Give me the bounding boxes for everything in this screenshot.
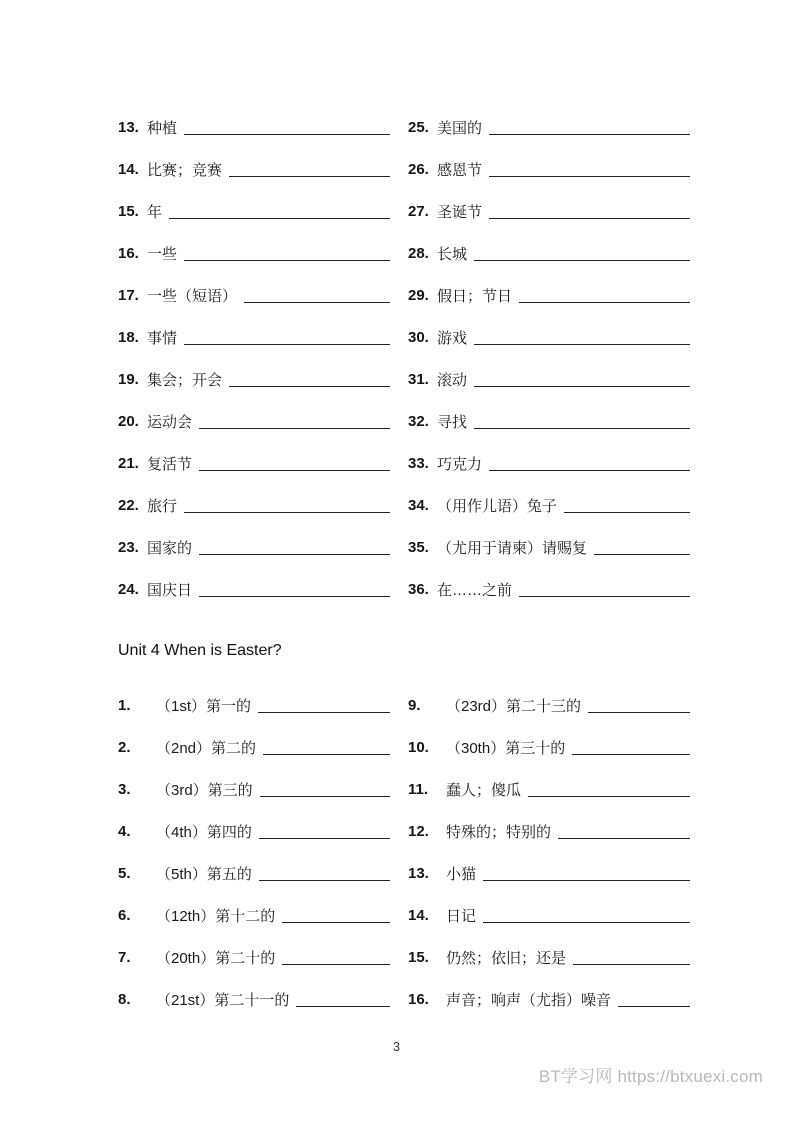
- vocab-row: [118, 726, 390, 768]
- answer-blank-line: [594, 554, 690, 555]
- vocab-row: [408, 810, 690, 852]
- item-chinese-label: 蠢人；傻瓜: [446, 781, 522, 799]
- watermark-text: BT学习网 https://btxuexi.com: [538, 1067, 763, 1086]
- vocab-row: [118, 358, 390, 400]
- item-number: 13.: [408, 864, 429, 882]
- item-number: 12.: [408, 822, 429, 840]
- answer-blank-line: [199, 428, 390, 429]
- answer-blank-line: [199, 470, 390, 471]
- item-chinese-label: （12th）第十二的: [156, 907, 276, 925]
- answer-blank-line: [282, 964, 390, 965]
- item-chinese-label: （4th）第四的: [156, 823, 252, 841]
- answer-blank-line: [489, 218, 690, 219]
- item-chinese-label: （30th）第三十的: [446, 739, 566, 757]
- answer-blank-line: [519, 596, 690, 597]
- vocab-row: [408, 894, 690, 936]
- item-number: 5.: [118, 864, 131, 882]
- item-chinese-label: 年: [147, 203, 163, 221]
- answer-blank-line: [489, 470, 690, 471]
- item-chinese-label: 声音；响声（尤指）噪音: [446, 991, 612, 1009]
- vocab-row: [408, 190, 690, 232]
- item-chinese-label: 在……之前: [437, 581, 513, 599]
- answer-blank-line: [572, 754, 690, 755]
- item-chinese-label: 种植: [147, 119, 178, 137]
- answer-blank-line: [244, 302, 390, 303]
- item-chinese-label: （1st）第一的: [156, 697, 252, 715]
- unit4-column-right: [408, 684, 690, 1020]
- item-number: 34.: [408, 496, 429, 514]
- vocab-row: [408, 568, 690, 610]
- item-chinese-label: （用作儿语）兔子: [437, 497, 558, 515]
- vocab-row: [118, 316, 390, 358]
- item-chinese-label: 一些（短语）: [147, 287, 238, 305]
- vocab-row: [118, 526, 390, 568]
- item-chinese-label: （21st）第二十一的: [156, 991, 290, 1009]
- answer-blank-line: [618, 1006, 690, 1007]
- answer-blank-line: [588, 712, 690, 713]
- item-chinese-label: 感恩节: [437, 161, 483, 179]
- answer-blank-line: [258, 712, 390, 713]
- item-chinese-label: 圣诞节: [437, 203, 483, 221]
- item-number: 36.: [408, 580, 429, 598]
- answer-blank-line: [474, 260, 690, 261]
- answer-blank-line: [558, 838, 690, 839]
- item-number: 15.: [118, 202, 139, 220]
- answer-blank-line: [528, 796, 690, 797]
- page-content: [118, 106, 690, 1020]
- answer-blank-line: [184, 134, 390, 135]
- item-number: 17.: [118, 286, 139, 304]
- item-number: 18.: [118, 328, 139, 346]
- item-number: 13.: [118, 118, 139, 136]
- item-number: 33.: [408, 454, 429, 472]
- vocab-row: [408, 978, 690, 1020]
- answer-blank-line: [489, 176, 690, 177]
- vocab-row: [118, 936, 390, 978]
- item-number: 16.: [118, 244, 139, 262]
- vocab-row: [118, 484, 390, 526]
- answer-blank-line: [564, 512, 690, 513]
- vocab-column-left: [118, 106, 408, 610]
- vocab-row: [408, 768, 690, 810]
- item-number: 14.: [408, 906, 429, 924]
- item-number: 6.: [118, 906, 131, 924]
- item-chinese-label: 假日；节日: [437, 287, 513, 305]
- item-chinese-label: 国庆日: [147, 581, 193, 599]
- item-chinese-label: 日记: [446, 907, 477, 925]
- item-chinese-label: 长城: [437, 245, 468, 263]
- item-number: 21.: [118, 454, 139, 472]
- vocab-row: [408, 684, 690, 726]
- answer-blank-line: [229, 386, 390, 387]
- vocab-row: [408, 358, 690, 400]
- vocab-row: [408, 726, 690, 768]
- vocab-row: [408, 936, 690, 978]
- item-chinese-label: （2nd）第二的: [156, 739, 257, 757]
- vocab-row: [118, 684, 390, 726]
- item-number: 11.: [408, 780, 429, 798]
- item-chinese-label: 国家的: [147, 539, 193, 557]
- vocab-row: [118, 568, 390, 610]
- item-chinese-label: 一些: [147, 245, 178, 263]
- item-number: 20.: [118, 412, 139, 430]
- item-number: 28.: [408, 244, 429, 262]
- vocab-section-1: [118, 106, 690, 610]
- item-chinese-label: 小猫: [446, 865, 477, 883]
- item-chinese-label: 仍然；依旧；还是: [446, 949, 567, 967]
- answer-blank-line: [573, 964, 690, 965]
- item-chinese-label: （3rd）第三的: [156, 781, 253, 799]
- item-chinese-label: 事情: [147, 329, 178, 347]
- item-number: 8.: [118, 990, 131, 1008]
- vocab-row: [118, 978, 390, 1020]
- item-chinese-label: （尤用于请柬）请赐复: [437, 539, 588, 557]
- vocab-row: [408, 148, 690, 190]
- answer-blank-line: [184, 344, 390, 345]
- item-number: 16.: [408, 990, 429, 1008]
- vocab-row: [118, 274, 390, 316]
- item-number: 2.: [118, 738, 131, 756]
- answer-blank-line: [260, 796, 390, 797]
- item-number: 24.: [118, 580, 139, 598]
- answer-blank-line: [474, 428, 690, 429]
- answer-blank-line: [184, 260, 390, 261]
- item-chinese-label: 游戏: [437, 329, 468, 347]
- answer-blank-line: [296, 1006, 390, 1007]
- unit-title: Unit 4 When is Easter?: [118, 642, 282, 659]
- item-number: 15.: [408, 948, 429, 966]
- item-number: 31.: [408, 370, 429, 388]
- vocab-row: [118, 852, 390, 894]
- vocab-row: [408, 106, 690, 148]
- item-number: 9.: [408, 696, 421, 714]
- page-number: 3: [393, 1040, 400, 1054]
- answer-blank-line: [199, 554, 390, 555]
- item-number: 1.: [118, 696, 131, 714]
- vocab-row: [118, 400, 390, 442]
- item-chinese-label: 寻找: [437, 413, 468, 431]
- item-number: 29.: [408, 286, 429, 304]
- item-chinese-label: 集会；开会: [147, 371, 223, 389]
- answer-blank-line: [199, 596, 390, 597]
- item-chinese-label: 滚动: [437, 371, 468, 389]
- answer-blank-line: [282, 922, 390, 923]
- answer-blank-line: [489, 134, 690, 135]
- answer-blank-line: [483, 880, 690, 881]
- vocab-row: [408, 852, 690, 894]
- answer-blank-line: [184, 512, 390, 513]
- answer-blank-line: [263, 754, 390, 755]
- item-number: 22.: [118, 496, 139, 514]
- item-number: 35.: [408, 538, 429, 556]
- item-number: 4.: [118, 822, 131, 840]
- item-number: 19.: [118, 370, 139, 388]
- item-chinese-label: 美国的: [437, 119, 483, 137]
- answer-blank-line: [259, 880, 390, 881]
- answer-blank-line: [229, 176, 390, 177]
- item-number: 10.: [408, 738, 429, 756]
- vocab-row: [408, 484, 690, 526]
- item-number: 25.: [408, 118, 429, 136]
- item-chinese-label: 复活节: [147, 455, 193, 473]
- item-chinese-label: 巧克力: [437, 455, 483, 473]
- vocab-section-unit4: [118, 684, 690, 1020]
- answer-blank-line: [474, 344, 690, 345]
- item-number: 32.: [408, 412, 429, 430]
- vocab-row: [408, 274, 690, 316]
- item-chinese-label: 比赛；竞赛: [147, 161, 223, 179]
- vocab-row: [118, 106, 390, 148]
- item-chinese-label: （5th）第五的: [156, 865, 252, 883]
- vocab-row: [118, 148, 390, 190]
- item-number: 3.: [118, 780, 131, 798]
- item-chinese-label: （20th）第二十的: [156, 949, 276, 967]
- unit4-column-left: [118, 684, 408, 1020]
- vocab-column-right: [408, 106, 690, 610]
- item-number: 30.: [408, 328, 429, 346]
- vocab-row: [408, 400, 690, 442]
- answer-blank-line: [169, 218, 390, 219]
- item-number: 14.: [118, 160, 139, 178]
- answer-blank-line: [483, 922, 690, 923]
- item-chinese-label: 特殊的；特别的: [446, 823, 552, 841]
- vocab-row: [408, 316, 690, 358]
- vocab-row: [408, 442, 690, 484]
- item-number: 23.: [118, 538, 139, 556]
- vocab-row: [118, 442, 390, 484]
- answer-blank-line: [519, 302, 690, 303]
- item-number: 26.: [408, 160, 429, 178]
- vocab-row: [118, 768, 390, 810]
- item-number: 7.: [118, 948, 131, 966]
- vocab-row: [118, 810, 390, 852]
- vocab-row: [408, 526, 690, 568]
- answer-blank-line: [259, 838, 390, 839]
- vocab-row: [118, 894, 390, 936]
- vocab-row: [408, 232, 690, 274]
- answer-blank-line: [474, 386, 690, 387]
- item-chinese-label: （23rd）第二十三的: [446, 697, 582, 715]
- vocab-row: [118, 190, 390, 232]
- vocab-row: [118, 232, 390, 274]
- item-chinese-label: 运动会: [147, 413, 193, 431]
- item-number: 27.: [408, 202, 429, 220]
- item-chinese-label: 旅行: [147, 497, 178, 515]
